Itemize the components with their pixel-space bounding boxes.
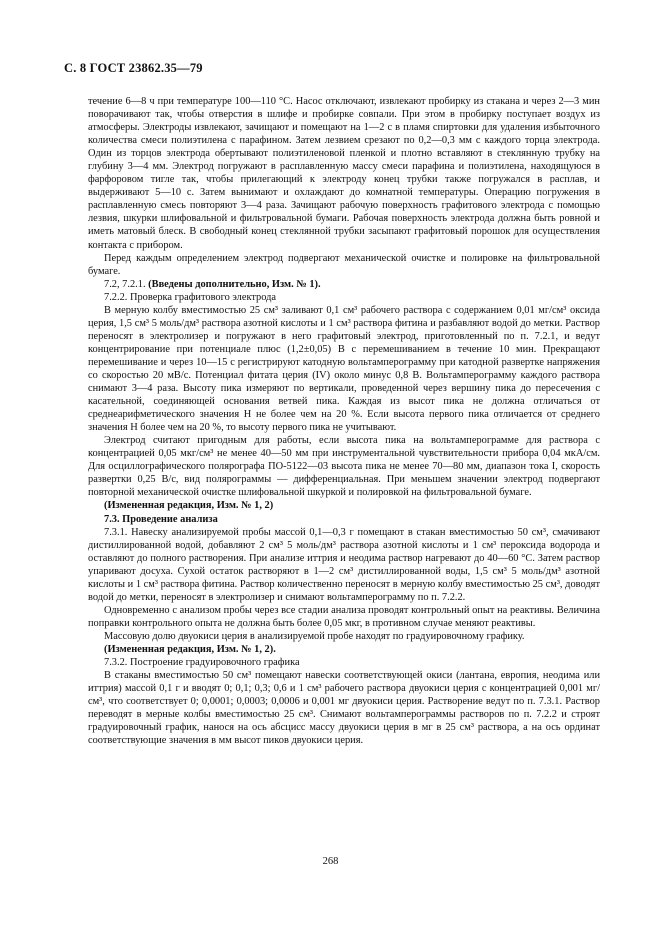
amendment-note: (Измененная редакция, Изм. № 1, 2). [104,643,276,655]
section-ref: 7.2, 7.2.1. [104,278,146,290]
paragraph-mass-fraction: Массовую долю двуокиси церия в анализируемой пробе находят по градуировочному графику. [104,630,525,642]
section-heading-7-3: 7.3. Проведение анализа [104,513,218,525]
paragraph-electrode-cleaning: Перед каждым определением электрод подвергают механической очистке и полировке на фильтровальной бумаге. [88,252,600,277]
paragraph-procedure-continuation: течение 6—8 ч при температуре 100—110 °С. Насос отключают, извлекают пробирку из стакана и через 2—3 мин поворачивают так, чтобы отверстия в шлифе и пробирке совпали. При этом в пробирку поступает воздух из атмосферы. Электроды извлекают, зачищают и помещают на 1—2 с в пламя спиртовки для удаления избыточного количества смеси полиэтилена с парафином. Затем лезвием срезают по 0,2—0,3 мм с каждого торца электрода. Один из торцов электрода обертывают полиэтиленовой пленкой и плотно вставляют в стеклянную трубку на глубину 3—4 мм. Электрод погружают в расплавленную массу смеси парафина и полиэтилена, находящуюся в фарфоровом тигле так, чтобы прилегающий к электроду конец трубки также погружался в расплав, и выдерживают 5—10 с. Затем вынимают и охлаждают до комнатной температуры. Операцию погружения в расплавленную смесь повторяют 3—4 раза. Зачищают рабочую поверхность графитового электрода с помощью лезвия, шкурки шлифовальной и фильтровальной бумаги. Рабочая поверхность электрода должна быть ровной и иметь матовый блеск. В свободный конец стеклянной трубки засыпают графитовый порошок для осуществления контакта с прибором. [88,96,600,251]
page-number: 268 [322,856,339,867]
paragraph-amendment-7-2 [88,278,600,291]
amendment-note: (Измененная редакция, Изм. № 1, 2) [104,500,274,512]
paragraph-electrode-suitability: Электрод считают пригодным для работы, если высота пика на вольтамперограмме для раствора с концентрацией 0,05 мкг/см³ не менее 40—50 мм при инструментальной чувствительности прибора 0,04 мкА/см. Для осциллографического полярографа ПО-5122—03 высота пика не менее 70—80 мм, диапазон тока I, скорость развертки 0,25 В/с, вид полярограммы — дифференциальная. При меньшем значении электрод подвергают повторной механической очистке шлифовальной шкуркой и полировкой на фильтровальной бумаге. [88,435,600,499]
paragraph-electrode-check: В мерную колбу вместимостью 25 см³ заливают 0,1 см³ рабочего раствора с содержанием 0,01 мг/см³ оксида церия, 1,5 см³ 5 моль/дм³ раствора азотной кислоты и 1 см³ раствора фитина и разбавляют водой до метки. Раствор переносят в электролизер и погружают в него графитовый электрод, приготовленный по п. 7.2.1, и ведут концентрирование при потенциале плюс (1,2±0,05) В с перемешиванием в течение 10 мин. Прекращают перемешивание и через 10—15 с регистрируют катодную вольтамперограмму при катодной развертке напряжения со скоростью 20 мВ/с. Потенциал фитата церия (IV) около минус 0,8 В. Вольтамперограмму каждого раствора снимают 3—4 раза. Высоту пика измеряют по вертикали, проведенной через вершину пика до пересечения с касательной, соединяющей основания ветвей пика. Каждая из высот пика не должна отличаться от среднеарифметического значения H не более чем на 20 %. Если высота первого пика отличается от среднего значения H более чем на 20 %, то высоту первого пика не учитывают. [88,304,600,434]
paragraph-control-test: Одновременно с анализом пробы через все стадии анализа проводят контрольный опыт на реактивы. Величина поправки контрольного опыта не должна быть более 0,05 мкг, в противном случае меняют реактивы. [88,604,600,629]
section-heading-7-2-2: 7.2.2. Проверка графитового электрода [104,291,277,303]
document-body [88,95,600,747]
page-header: С. 8 ГОСТ 23862.35—79 [64,61,203,75]
section-heading-7-3-2: 7.3.2. Построение градуировочного графика [104,657,300,669]
amendment-note: (Введены дополнительно, Изм. № 1). [148,278,321,290]
paragraph-analysis-7-3-1: 7.3.1. Навеску анализируемой пробы массой 0,1—0,3 г помещают в стакан вместимостью 50 см³, смачивают дистиллированной водой, добавляют 2 см³ 5 моль/дм³ раствора азотной кислоты и 1 см³ пероксида водорода и оставляют до полного растворения. При анализе иттрия и неодима раствор нагревают до 40—60 °С. Затем раствор упаривают досуха. Сухой остаток растворяют в 1—2 см³ дистиллированной воды, 1,5 см³ 5 моль/дм³ азотной кислоты и 1 см³ раствора фитина. Раствор количественно переносят в мерную колбу вместимостью 25 см³, доводят водой до метки, переносят в электролизер и снимают вольтамперограмму по п. 7.2.2. [88,526,600,603]
paragraph-calibration-graph: В стаканы вместимостью 50 см³ помещают навески соответствующей окиси (лантана, европия, неодима или иттрия) массой 0,1 г и вводят 0; 0,1; 0,3; 0,6 и 1 см³ рабочего раствора двуокиси церия с концентрацией 0,001 мг/см³, что соответствует 0; 0,0001; 0,0003; 0,0006 и 0,001 мг двуокиси церия. Растворение ведут по п. 7.3.1. Раствор переводят в мерные колбы вместимостью 25 см³. Снимают вольтамперограммы растворов по п. 7.2.2 и строят градуировочный график, нанося на ось абсцисс массу двуокиси церия в мг в 25 см³ раствора, а на ось ординат соответствующие значения в мм высот пиков двуокиси церия. [88,670,600,747]
